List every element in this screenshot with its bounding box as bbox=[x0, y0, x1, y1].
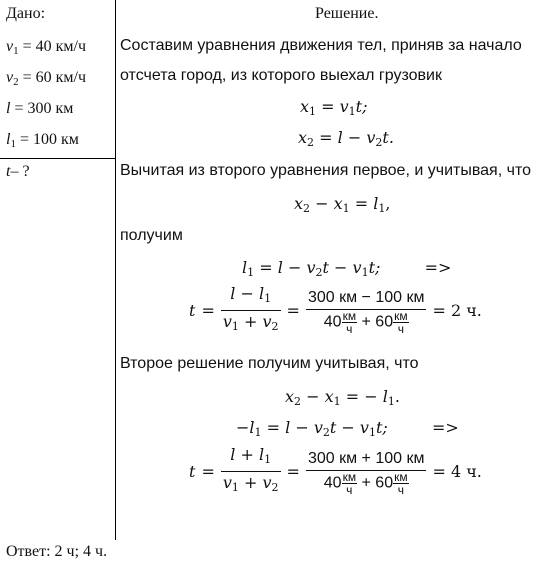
l1-symbol: l bbox=[6, 131, 11, 148]
sub-2: 2 bbox=[271, 481, 279, 494]
given-l1 bbox=[6, 131, 79, 150]
fraction-symbolic-2 bbox=[221, 444, 281, 499]
neg: − bbox=[364, 387, 378, 406]
unit-frac bbox=[342, 310, 358, 335]
sub-2: 2 bbox=[303, 202, 311, 215]
given-header: Дано: bbox=[6, 5, 46, 22]
var-x: x bbox=[300, 97, 310, 116]
var-x: x bbox=[324, 387, 334, 406]
sub-1: 1 bbox=[254, 426, 262, 439]
eq-x2 bbox=[298, 128, 394, 149]
eq-l1-neg bbox=[236, 418, 459, 439]
var-l: l bbox=[258, 284, 265, 303]
sub-1: 1 bbox=[348, 105, 356, 118]
sub-1: 1 bbox=[378, 202, 386, 215]
given-l bbox=[6, 100, 73, 118]
plus: + bbox=[243, 473, 258, 492]
den-a: 40 bbox=[323, 474, 342, 492]
plus: + bbox=[243, 312, 258, 331]
unit-num: км bbox=[394, 308, 408, 323]
var-x: x bbox=[298, 128, 308, 147]
implies-arrow: => bbox=[424, 258, 452, 277]
v1-symbol: v bbox=[6, 38, 14, 55]
plus: + bbox=[240, 445, 254, 464]
eq2-end: t. bbox=[382, 128, 394, 147]
unit-den: ч bbox=[346, 321, 353, 336]
find-symbol: t bbox=[6, 163, 11, 180]
dot: . bbox=[394, 387, 400, 406]
unit-den: ч bbox=[397, 482, 404, 497]
implies-arrow: => bbox=[431, 418, 459, 437]
var-l: l bbox=[242, 258, 248, 277]
para3: получим bbox=[120, 227, 183, 244]
eq-t2 bbox=[186, 444, 485, 499]
var-v: v bbox=[222, 312, 232, 331]
solution-header: Решение. bbox=[315, 5, 379, 22]
v2-value: = 60 км/ч bbox=[22, 69, 87, 86]
v2-symbol: v bbox=[6, 69, 14, 86]
sub-1: 1 bbox=[342, 202, 350, 215]
unit-frac bbox=[393, 310, 409, 335]
var-t: t bbox=[189, 301, 196, 320]
eq-sign: = bbox=[201, 301, 215, 320]
fraction-numeric-1 bbox=[306, 287, 427, 335]
var-l: l bbox=[337, 128, 343, 147]
var-l: l bbox=[285, 418, 291, 437]
var-v: v bbox=[339, 97, 349, 116]
eq-x1 bbox=[300, 97, 368, 118]
eq-sign: = bbox=[259, 258, 273, 277]
vertical-divider bbox=[115, 0, 116, 540]
para4: Второе решение получим учитывая, что bbox=[120, 355, 419, 372]
minus: − bbox=[287, 258, 302, 277]
unit-frac bbox=[393, 471, 409, 496]
sub-2: 2 bbox=[294, 395, 302, 408]
result-2: = 4 ч. bbox=[432, 462, 482, 481]
result-1: = 2 ч. bbox=[432, 301, 482, 320]
l1-sub: 1 bbox=[10, 138, 16, 150]
minus: − bbox=[240, 284, 254, 303]
var-v: v bbox=[366, 128, 376, 147]
unit-den: ч bbox=[346, 482, 353, 497]
sub-2: 2 bbox=[322, 426, 330, 439]
para1-line1: Составим уравнения движения тел, приняв за начало bbox=[120, 37, 522, 54]
var-v: v bbox=[222, 473, 232, 492]
minus: − bbox=[347, 128, 362, 147]
unit-frac bbox=[342, 471, 358, 496]
var-l: l bbox=[277, 258, 283, 277]
eq-sign: = bbox=[319, 128, 333, 147]
l1-value: = 100 км bbox=[19, 131, 79, 148]
var-v: v bbox=[262, 473, 272, 492]
eq1-end: t; bbox=[355, 97, 368, 116]
eq-sign: = bbox=[321, 97, 335, 116]
find-value: – ? bbox=[10, 163, 30, 180]
sub-2: 2 bbox=[375, 136, 383, 149]
sub-1: 1 bbox=[309, 105, 317, 118]
unit-den: ч bbox=[397, 321, 404, 336]
given-v1 bbox=[6, 38, 86, 57]
sub-1: 1 bbox=[264, 292, 272, 305]
v2-sub: 2 bbox=[13, 76, 19, 88]
var-v: v bbox=[359, 418, 369, 437]
unit-num: км bbox=[342, 308, 357, 323]
sub-2: 2 bbox=[307, 136, 315, 149]
sub-1: 1 bbox=[368, 426, 376, 439]
var-t: t bbox=[329, 418, 337, 437]
sub-2: 2 bbox=[315, 266, 323, 279]
sub-1: 1 bbox=[387, 395, 395, 408]
sub-2: 2 bbox=[271, 320, 279, 333]
eq-diff2 bbox=[285, 387, 400, 408]
minus: − bbox=[341, 418, 355, 437]
eq-sign: = bbox=[345, 387, 360, 406]
sub-1: 1 bbox=[333, 395, 341, 408]
minus: − bbox=[315, 194, 329, 213]
eq-sign: = bbox=[266, 418, 281, 437]
para1-line2: отсчета город, из которого выехал грузовик bbox=[120, 67, 442, 84]
minus: − bbox=[295, 418, 309, 437]
var-x: x bbox=[294, 194, 304, 213]
unit-num: км bbox=[342, 469, 357, 484]
den-a: 40 bbox=[323, 313, 342, 331]
var-v: v bbox=[262, 312, 272, 331]
l-symbol: l bbox=[6, 100, 11, 117]
var-x: x bbox=[285, 387, 295, 406]
den-b: + 60 bbox=[361, 474, 394, 492]
unit-num: км bbox=[394, 469, 408, 484]
neg: − bbox=[236, 418, 250, 437]
var-v: v bbox=[352, 258, 362, 277]
v1-value: = 40 км/ч bbox=[22, 38, 87, 55]
given-find bbox=[6, 163, 30, 181]
var-l: l bbox=[230, 284, 236, 303]
var-l: l bbox=[382, 387, 388, 406]
l-value: = 300 км bbox=[14, 100, 74, 117]
var-l: l bbox=[373, 194, 379, 213]
eq-sign: = bbox=[354, 194, 369, 213]
frac2-num: 300 км + 100 км bbox=[306, 448, 427, 471]
var-x: x bbox=[333, 194, 343, 213]
minus: − bbox=[334, 258, 348, 277]
fraction-symbolic-1 bbox=[221, 283, 281, 338]
var-l: l bbox=[249, 418, 255, 437]
var-t: t bbox=[322, 258, 329, 277]
sub-1: 1 bbox=[231, 481, 239, 494]
given-divider bbox=[0, 158, 115, 159]
eq-sign: = bbox=[286, 462, 300, 481]
minus: − bbox=[306, 387, 320, 406]
comma: , bbox=[385, 194, 391, 213]
frac1-num: 300 км − 100 км bbox=[306, 287, 427, 310]
sub-1: 1 bbox=[231, 320, 239, 333]
fraction-numeric-2 bbox=[306, 448, 427, 496]
sub-1: 1 bbox=[247, 266, 255, 279]
v1-sub: 1 bbox=[13, 45, 19, 57]
eq-end: t; bbox=[368, 258, 381, 277]
var-t: t bbox=[189, 462, 196, 481]
eq-t1 bbox=[186, 283, 485, 338]
eq-diff bbox=[294, 194, 390, 215]
given-v2 bbox=[6, 69, 86, 88]
var-v: v bbox=[313, 418, 323, 437]
var-v: v bbox=[306, 258, 316, 277]
sub-1: 1 bbox=[361, 266, 369, 279]
var-l: l bbox=[230, 445, 236, 464]
sub-1: 1 bbox=[264, 453, 272, 466]
answer: Ответ: 2 ч; 4 ч. bbox=[6, 543, 108, 560]
eq-sign: = bbox=[201, 462, 215, 481]
eq-end: t; bbox=[375, 418, 388, 437]
var-l: l bbox=[258, 445, 265, 464]
eq-l1 bbox=[242, 258, 451, 279]
para2-line1: Вычитая из второго уравнения первое, и учитывая, что bbox=[120, 162, 531, 179]
den-b: + 60 bbox=[361, 313, 394, 331]
eq-sign: = bbox=[286, 301, 300, 320]
